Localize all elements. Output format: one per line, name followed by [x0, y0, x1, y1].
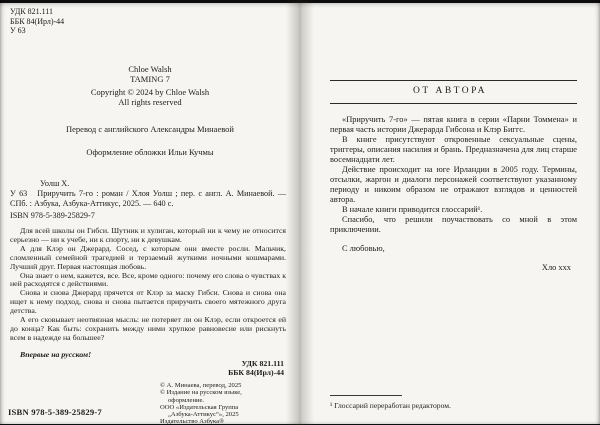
header-rule-bottom — [330, 103, 577, 104]
footnote-text: ¹ Глоссарий переработан редактором. — [330, 401, 451, 410]
copyright-line: © А. Минаева, перевод, 2025 — [160, 382, 242, 389]
classification-block — [10, 7, 64, 36]
author-signature: Хло ххх — [541, 263, 571, 272]
original-rights: All rights reserved — [118, 96, 182, 107]
note-paragraph: В начале книги приводится глоссарий¹. — [342, 205, 483, 214]
note-paragraph: «Приручить 7-го» — пятая книга в серии «Парни Томмена» и первая часть истории Джерарда Гибсона и Клэр Биггс. — [330, 115, 577, 134]
annotation-paragraph: Снова и снова Джерард прячется от Клэр за маску Гибси. Снова и снова она ищет к нему подход, снова и снова пытается приручить своего мятежного друга детства. — [10, 288, 286, 316]
annotation-paragraph: Для всей школы он Гибси. Шутник и хулиган, который ни к чему не относится серьезно — ни к учебе, ни к спорту, ни к девушкам. — [10, 226, 286, 244]
udk-number: УДК 821.111 — [10, 7, 54, 16]
copyright-line: оформление. — [168, 396, 205, 404]
cip-author-entry: Уолш Х. — [40, 179, 70, 188]
original-copyright: Copyright © 2024 by Chloe Walsh — [90, 87, 210, 97]
note-paragraph: Действие происходит на юге Ирландии в 2005 году. Термины, отсылки, жаргон и диалоги персонажей соответствуют указанному периоду и никоим образом не отражают взглядов и ценностей автора. — [330, 165, 577, 204]
closing-line: С любовью, — [342, 244, 385, 253]
cover-designer-credit: Оформление обложки Ильи Кучмы — [86, 147, 214, 157]
copyright-line: „Азбука-Аттикус“», 2025 — [168, 411, 239, 419]
cip-record-text: Приручить 7-го : роман / Хлоя Уолш ; пер. с англ. А. Минаевой. — СПб. : Азбука, Азбука-Аттикус, 2025. — 640 с. — [10, 189, 287, 208]
note-paragraph: В книге присутствуют откровенные сексуальные сцены, триггеры, описания насилия и брань. Предназначена для лиц старше восемнадцати лет. — [330, 135, 577, 164]
translator-credit: Перевод с английского Александры Минаевой — [66, 124, 234, 134]
cip-code: У 63 — [10, 189, 28, 198]
cip-record — [10, 189, 286, 209]
author-sign: У 63 — [10, 26, 26, 35]
bbk-number: ББК 84(Ирл)-44 — [228, 368, 284, 378]
cip-isbn: ISBN 978-5-389-25829-7 — [10, 211, 95, 220]
first-russian-note: Впервые на русском! — [20, 350, 92, 359]
original-author: Chloe Walsh — [128, 64, 172, 74]
copyright-page — [0, 3, 300, 424]
copyright-line: ООО «Издательская Группа — [160, 403, 239, 411]
udk-number: УДК 821.111 — [241, 359, 284, 368]
copyright-notices — [160, 382, 290, 425]
annotation-paragraph: А его сковывает неотвязная мысль: не потеряет ли он Клэр, если откроется ей до конца? Как быть: сохранить между ними хрупкое равновесие или рискнуть всем в надежде на большее? — [10, 315, 286, 342]
note-paragraph: Спасибо, что решили поучаствовать со мной в этом приключении. — [330, 215, 577, 234]
annotation-paragraph: Она знает о нем, кажется, все. Все, кроме одного: почему его слова о чувствах к ней расходятся с действиями. — [10, 270, 286, 289]
isbn-bottom: ISBN 978-5-389-25829-7 — [8, 407, 102, 417]
copyright-line: © Издание на русском языке, — [160, 389, 242, 397]
classification-block-repeat — [228, 359, 284, 377]
original-edition-block — [0, 65, 300, 107]
section-title: ОТ АВТОРА — [412, 86, 488, 96]
annotation-paragraph: А для Клэр он Джерард. Сосед, с которым они вместе росли. Мальчик, сломленный семейной трагедией и терзаемый жуткими ночными кошмарами. Лучший друг. Первая настоящая любовь. — [10, 243, 286, 271]
footnote-rule — [330, 395, 402, 396]
annotation-block — [10, 227, 286, 343]
bbk-number: ББК 84(Ирл)-44 — [10, 16, 65, 26]
author-note-body — [330, 115, 577, 273]
cip-block — [10, 179, 286, 221]
original-title: TAMING 7 — [130, 73, 170, 84]
header-rule-top — [330, 80, 577, 81]
copyright-line: Издательство Азбука® — [160, 418, 225, 425]
author-note-page — [300, 3, 600, 424]
